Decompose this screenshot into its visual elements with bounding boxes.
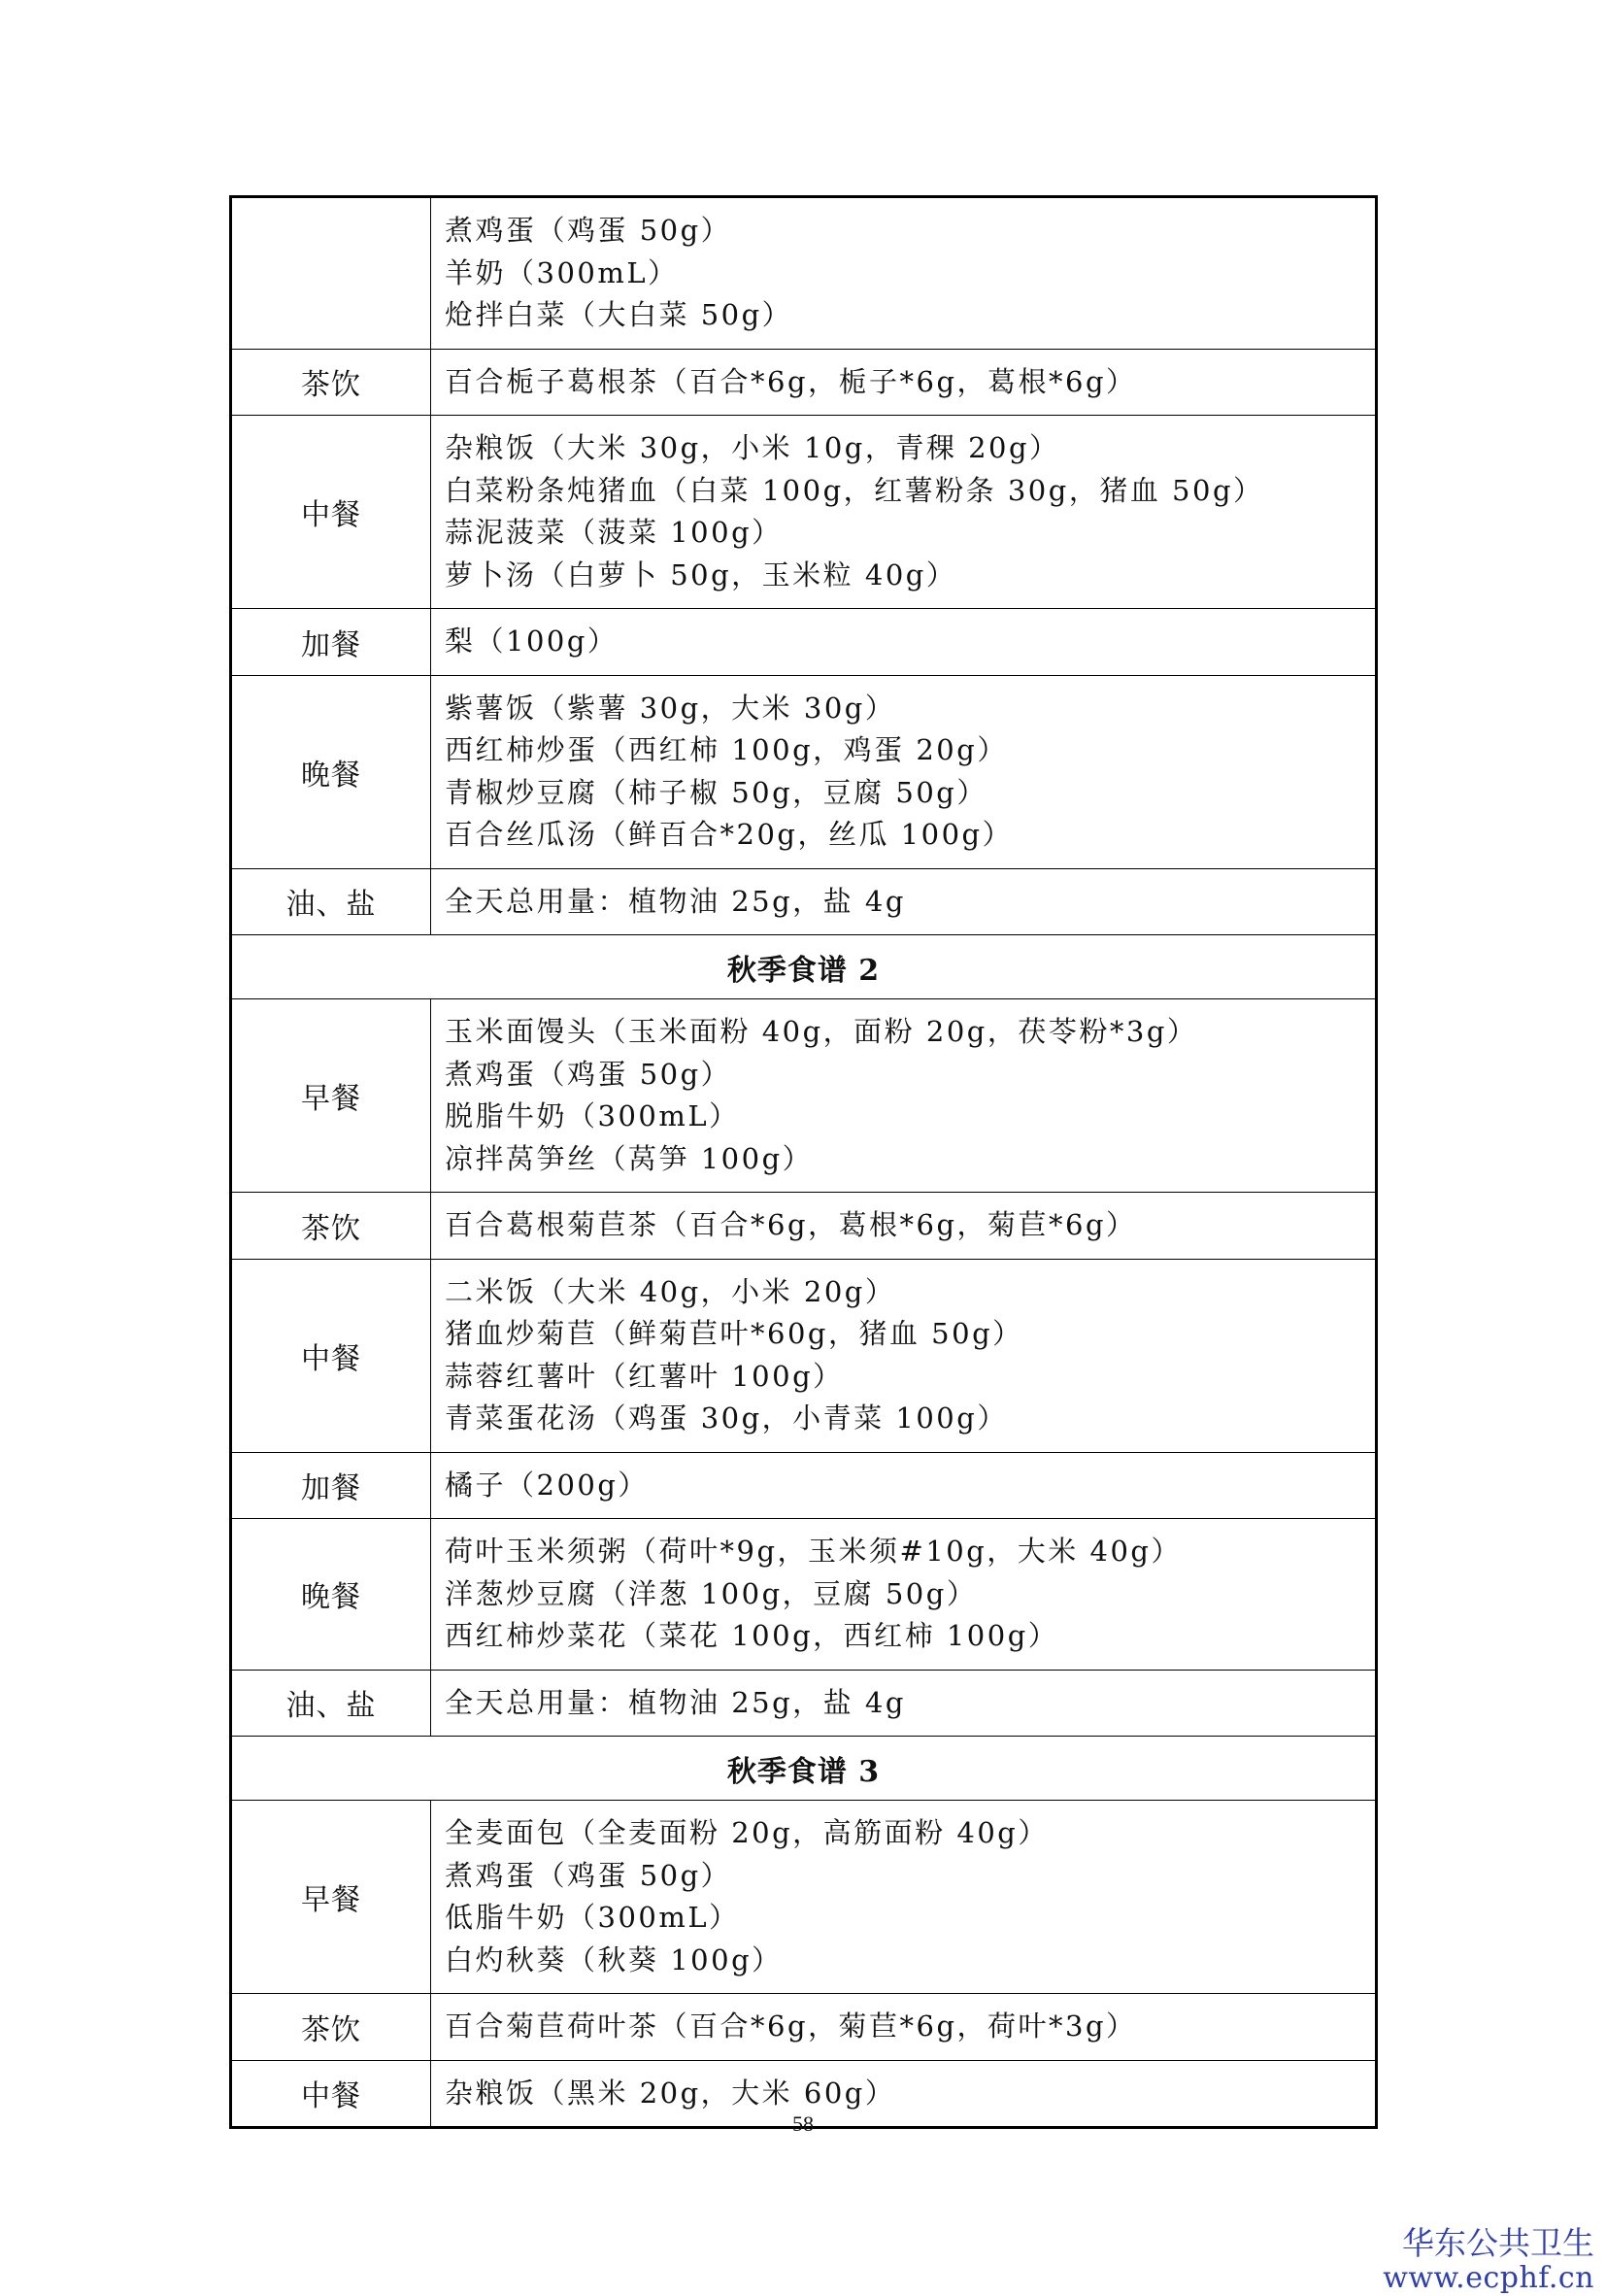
dish-item: 全麦面包（全麦面粉 20g，高筋面粉 40g） xyxy=(445,1816,1049,1849)
meal-row xyxy=(231,1259,1377,1452)
meal-row xyxy=(231,1994,1377,2061)
section-header-row xyxy=(231,935,1377,999)
dish-item: 白灼秋葵（秋葵 100g） xyxy=(445,1942,783,1976)
dish-item: 猪血炒菊苣（鲜菊苣叶*60g，猪血 50g） xyxy=(445,1317,1023,1350)
dish-item: 凉拌莴笋丝（莴笋 100g） xyxy=(445,1141,814,1175)
dish-item: 青椒炒豆腐（柿子椒 50g，豆腐 50g） xyxy=(445,775,987,809)
dish-item: 炝拌白菜（大白菜 50g） xyxy=(445,298,793,331)
meal-row xyxy=(231,675,1377,868)
dish-item: 百合葛根菊苣茶（百合*6g，葛根*6g，菊苣*6g） xyxy=(445,1208,1137,1241)
watermark[interactable] xyxy=(1383,2226,1594,2296)
meal-content xyxy=(431,609,1377,676)
meal-label: 油、盐 xyxy=(231,1670,431,1737)
meal-content xyxy=(431,1519,1377,1671)
dish-item: 洋葱炒豆腐（洋葱 100g，豆腐 50g） xyxy=(445,1576,978,1610)
meal-content xyxy=(431,868,1377,935)
meal-label: 晚餐 xyxy=(231,675,431,868)
dish-item: 杂粮饭（大米 30g，小米 10g，青稞 20g） xyxy=(445,431,1060,464)
menu-table-body xyxy=(231,197,1377,2128)
meal-row xyxy=(231,197,1377,350)
dish-item: 百合栀子葛根茶（百合*6g，栀子*6g，葛根*6g） xyxy=(445,364,1137,398)
dish-item: 羊奶（300mL） xyxy=(445,255,679,289)
meal-content xyxy=(431,675,1377,868)
meal-row xyxy=(231,1519,1377,1671)
meal-content xyxy=(431,1994,1377,2061)
dish-item: 煮鸡蛋（鸡蛋 50g） xyxy=(445,214,732,247)
menu-table xyxy=(229,195,1378,2129)
dish-item: 煮鸡蛋（鸡蛋 50g） xyxy=(445,1858,732,1892)
meal-label: 加餐 xyxy=(231,609,431,676)
meal-row xyxy=(231,609,1377,676)
meal-content xyxy=(431,1801,1377,1994)
meal-content xyxy=(431,999,1377,1193)
dish-item: 百合丝瓜汤（鲜百合*20g，丝瓜 100g） xyxy=(445,818,1014,851)
meal-content xyxy=(431,349,1377,416)
meal-label: 中餐 xyxy=(231,1259,431,1452)
dish-item: 橘子（200g） xyxy=(445,1468,649,1502)
dish-item: 荷叶玉米须粥（荷叶*9g，玉米须#10g，大米 40g） xyxy=(445,1535,1182,1568)
dish-item: 萝卜汤（白萝卜 50g，玉米粒 40g） xyxy=(445,557,957,591)
meal-label: 中餐 xyxy=(231,416,431,609)
meal-label: 中餐 xyxy=(231,2060,431,2128)
meal-label: 晚餐 xyxy=(231,1519,431,1671)
dish-item: 青菜蛋花汤（鸡蛋 30g，小青菜 100g） xyxy=(445,1401,1008,1435)
page-number: 58 xyxy=(792,2111,814,2136)
meal-content xyxy=(431,1452,1377,1519)
watermark-url[interactable]: www.ecphf.cn xyxy=(1383,2261,1594,2295)
meal-row xyxy=(231,1193,1377,1260)
dish-item: 梨（100g） xyxy=(445,625,619,658)
dish-item: 全天总用量：植物油 25g，盐 4g xyxy=(445,1685,906,1719)
dish-item: 百合菊苣荷叶茶（百合*6g，菊苣*6g，荷叶*3g） xyxy=(445,2009,1137,2043)
dish-item: 白菜粉条炖猪血（白菜 100g，红薯粉条 30g，猪血 50g） xyxy=(445,473,1264,507)
meal-row xyxy=(231,999,1377,1193)
dish-item: 西红柿炒菜花（菜花 100g，西红柿 100g） xyxy=(445,1619,1059,1652)
dish-item: 全天总用量：植物油 25g，盐 4g xyxy=(445,884,906,918)
meal-content xyxy=(431,1259,1377,1452)
meal-row xyxy=(231,349,1377,416)
meal-label: 早餐 xyxy=(231,1801,431,1994)
section-header-row xyxy=(231,1737,1377,1801)
meal-content xyxy=(431,1670,1377,1737)
dish-item: 蒜蓉红薯叶（红薯叶 100g） xyxy=(445,1359,844,1393)
dish-item: 低脂牛奶（300mL） xyxy=(445,1901,740,1934)
dish-item: 蒜泥菠菜（菠菜 100g） xyxy=(445,516,783,549)
dish-item: 紫薯饭（紫薯 30g，大米 30g） xyxy=(445,691,896,725)
meal-row xyxy=(231,1452,1377,1519)
meal-label: 油、盐 xyxy=(231,868,431,935)
meal-label: 加餐 xyxy=(231,1452,431,1519)
meal-content xyxy=(431,1193,1377,1260)
meal-label xyxy=(231,197,431,350)
meal-label: 茶饮 xyxy=(231,349,431,416)
dish-item: 杂粮饭（黑米 20g，大米 60g） xyxy=(445,2076,896,2110)
dish-item: 脱脂牛奶（300mL） xyxy=(445,1099,740,1132)
watermark-name: 华东公共卫生 xyxy=(1402,2224,1594,2262)
section-title: 秋季食谱 3 xyxy=(231,1737,1377,1801)
meal-content xyxy=(431,197,1377,350)
meal-row xyxy=(231,868,1377,935)
meal-content xyxy=(431,416,1377,609)
section-title: 秋季食谱 2 xyxy=(231,935,1377,999)
meal-row xyxy=(231,1801,1377,1994)
meal-label: 茶饮 xyxy=(231,1994,431,2061)
meal-label: 茶饮 xyxy=(231,1193,431,1260)
dish-item: 二米饭（大米 40g，小米 20g） xyxy=(445,1274,896,1308)
meal-row xyxy=(231,416,1377,609)
meal-row xyxy=(231,1670,1377,1737)
meal-label: 早餐 xyxy=(231,999,431,1193)
dish-item: 玉米面馒头（玉米面粉 40g，面粉 20g，茯苓粉*3g） xyxy=(445,1015,1198,1048)
dish-item: 煮鸡蛋（鸡蛋 50g） xyxy=(445,1057,732,1091)
dish-item: 西红柿炒蛋（西红柿 100g，鸡蛋 20g） xyxy=(445,733,1008,766)
